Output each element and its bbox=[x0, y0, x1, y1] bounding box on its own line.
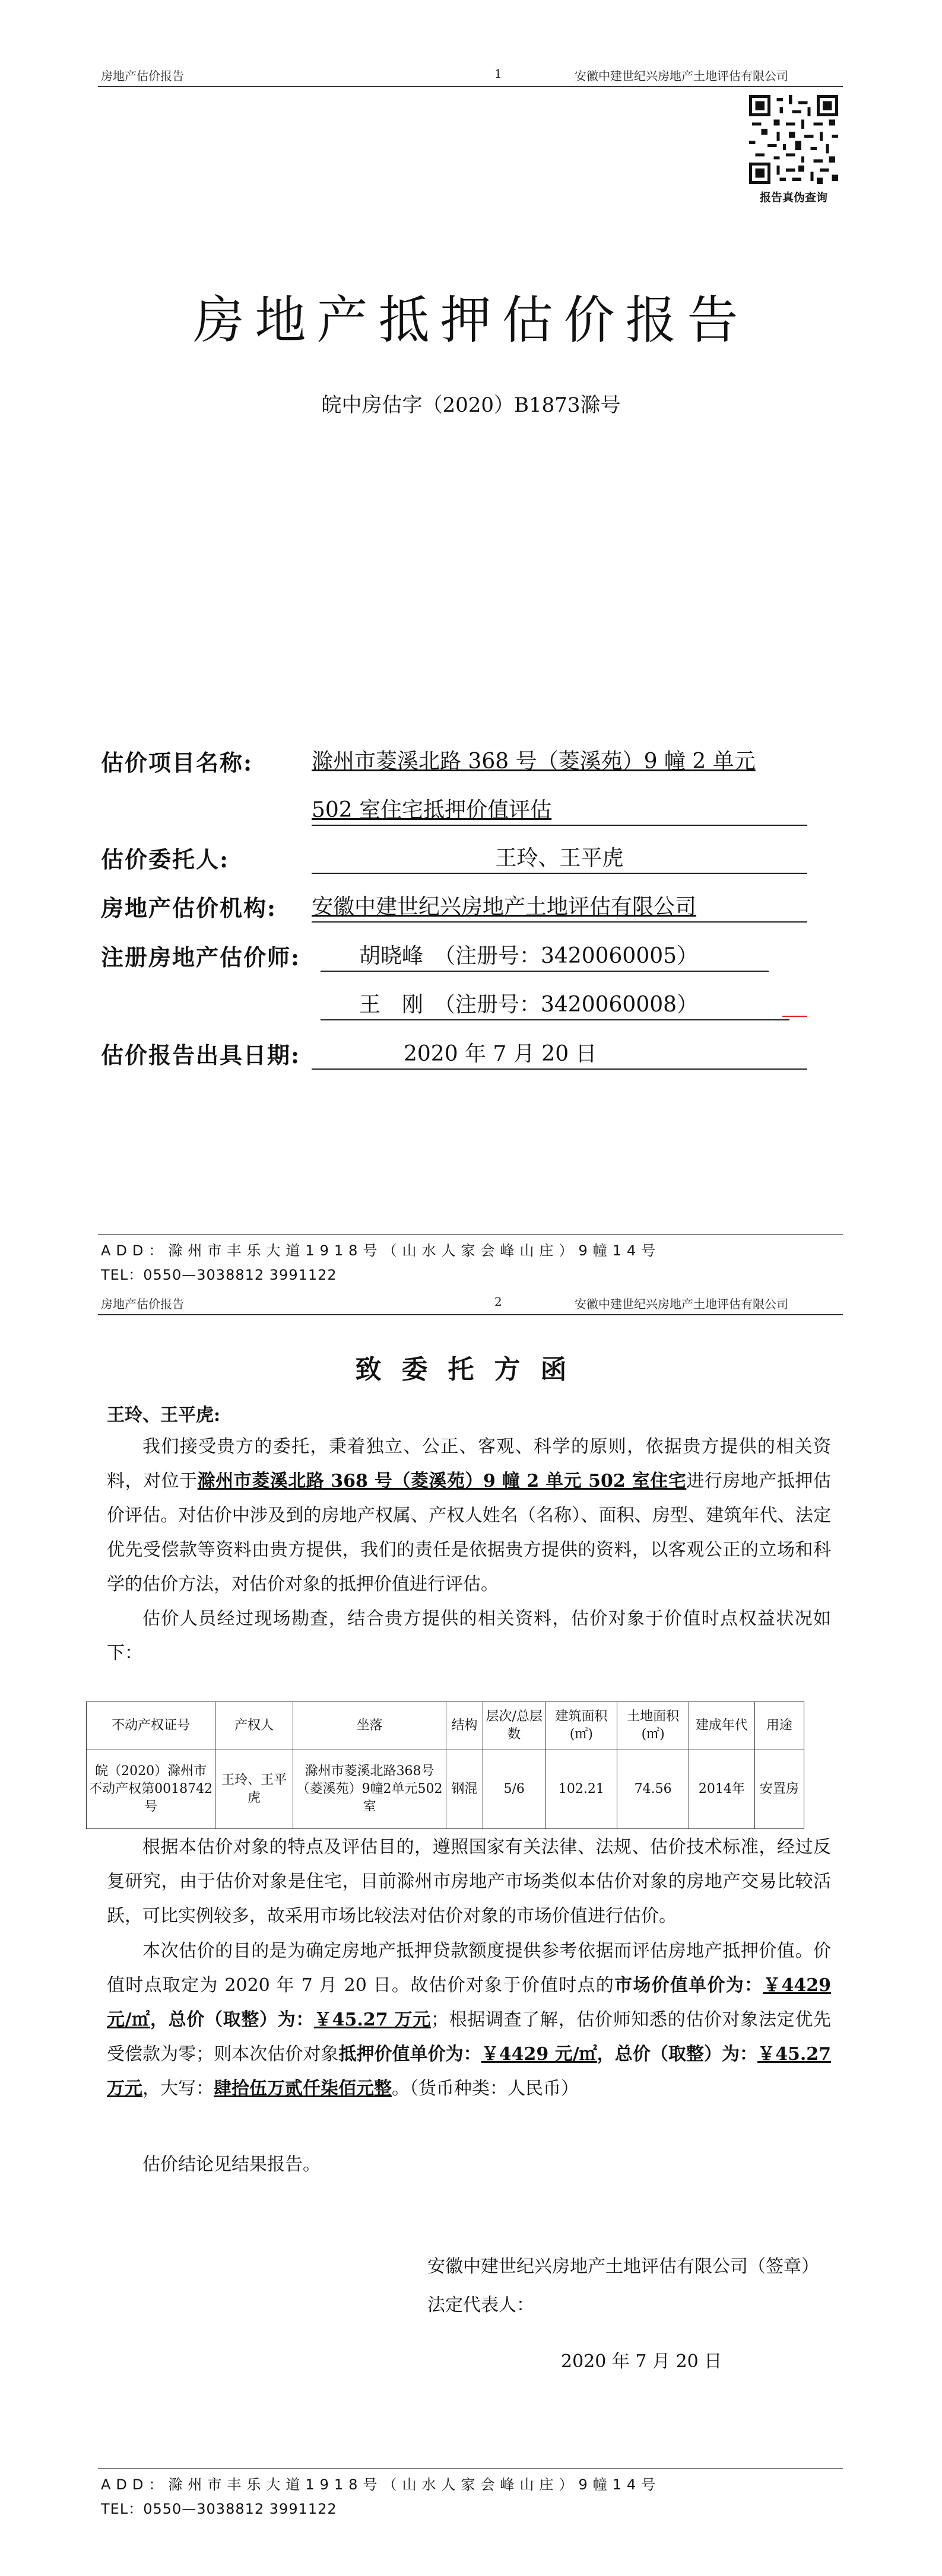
paragraph-1 bbox=[107, 1430, 831, 1602]
table-header: 产权人 bbox=[215, 1702, 293, 1750]
table-row bbox=[87, 1750, 804, 1829]
table-header: 土地面积(㎡) bbox=[617, 1702, 689, 1750]
footer-rule bbox=[98, 1234, 843, 1235]
mortgage-unit-price-label: 抵押价值单价为： bbox=[338, 2044, 481, 2065]
agency-label: 房地产估价机构: bbox=[101, 895, 277, 921]
report-title: 房地产抵押估价报告 bbox=[193, 291, 749, 350]
project-name-line2-text: 502 室住宅抵押价值评估 bbox=[312, 798, 552, 822]
amount-in-words-label: ，大写： bbox=[142, 2078, 214, 2099]
table-cell-use: 安置房 bbox=[754, 1750, 804, 1829]
project-name-line2 bbox=[312, 793, 807, 826]
letter-title: 致委托方函 bbox=[355, 1354, 587, 1385]
footer-tel: TEL：0550—3038812 3991122 bbox=[101, 1267, 337, 1283]
salutation: 王玲、王平虎: bbox=[107, 1405, 221, 1426]
paragraph-4-a: 本次估价的目的是为确定房地产抵押贷款额度提供参考依据而评估房地产抵押价值。价值时点取定为 2020 年 7 月 20 日。故估价对象于价值时点的 bbox=[107, 1941, 831, 1996]
table-cell-land-area: 74.56 bbox=[617, 1750, 689, 1829]
footer-rule bbox=[98, 2468, 843, 2469]
market-total-label: ，总价（取整）为： bbox=[150, 2009, 314, 2030]
footer bbox=[101, 1239, 840, 1284]
header-left: 房地产估价报告 bbox=[101, 69, 184, 83]
footer-address: ADD：滁州市丰乐大道1918号（山水人家会峰山庄）9幢14号 bbox=[101, 2476, 661, 2493]
footer-tel: TEL：0550—3038812 3991122 bbox=[101, 2501, 337, 2517]
header-rule bbox=[98, 1314, 843, 1315]
document-number: 皖中房估字（2020）B1873滁号 bbox=[321, 393, 621, 417]
currency-note: 。（货币种类：人民币） bbox=[392, 2078, 579, 2099]
report-date-value: 2020 年 7 月 20 日 bbox=[312, 1037, 807, 1070]
mortgage-total-label: ，总价（取整）为： bbox=[597, 2044, 758, 2065]
paragraph-4 bbox=[107, 1934, 831, 2106]
table-header-row bbox=[87, 1702, 804, 1750]
table-cell-year: 2014年 bbox=[689, 1750, 755, 1829]
table-cell-building-area: 102.21 bbox=[545, 1750, 617, 1829]
signature-legal-rep: 法定代表人： bbox=[427, 2295, 534, 2316]
table-header: 坐落 bbox=[293, 1702, 446, 1750]
agency-value bbox=[312, 890, 807, 923]
paragraph-2: 估价人员经过现场勘查，结合贵方提供的相关资料，估价对象于价值时点权益状况如下： bbox=[107, 1608, 831, 1664]
appraiser-2: 王 刚 （注册号：3420060008） bbox=[321, 988, 789, 1020]
appraiser-1: 胡晓峰 （注册号：3420060005） bbox=[321, 939, 769, 972]
table-header: 用途 bbox=[754, 1702, 804, 1750]
table-cell-structure: 钢混 bbox=[446, 1750, 483, 1829]
market-total-price: ￥45.27 万元 bbox=[313, 2009, 432, 2030]
paragraph-1-c: 进行房地产抵押估价评估。对估价中涉及到的房地产权属、产权人姓名（名称）、面积、房型、建筑年代、法定优先受偿款等资料由贵方提供，我们的责任是依据贵方提供的资料，以客观公正的立场和科学的估价方法，对估价对象的抵押价值进行评估。 bbox=[107, 1471, 832, 1595]
signature-date: 2020 年 7 月 20 日 bbox=[561, 2351, 722, 2372]
header-right: 安徽中建世纪兴房地产土地评估有限公司 bbox=[575, 69, 788, 83]
amount-in-words: 肆拾伍万贰仟柒佰元整 bbox=[214, 2078, 392, 2099]
header-right: 安徽中建世纪兴房地产土地评估有限公司 bbox=[575, 1297, 788, 1311]
project-name-label: 估价项目名称: bbox=[101, 749, 253, 776]
table-header: 不动产权证号 bbox=[87, 1702, 215, 1750]
report-date-label: 估价报告出具日期: bbox=[101, 1042, 301, 1068]
paragraph-3: 根据本估价对象的特点及评估目的，遵照国家有关法律、法规、估价技术标准，经过反复研究，由于估价对象是住宅，目前滁州市房地产市场类似本估价对象的房地产交易比较活跃，可比实例较多，故采用市场比较法对估价对象的市场价值进行估价。 bbox=[107, 1837, 831, 1926]
header-page-number: 1 bbox=[494, 66, 502, 81]
signature-company: 安徽中建世纪兴房地产土地评估有限公司（签章） bbox=[427, 2256, 819, 2277]
table-cell-cert-no: 皖（2020）滁州市不动产权第0018742号 bbox=[87, 1750, 215, 1829]
market-unit-price-label: 市场价值单价为： bbox=[614, 1975, 763, 1996]
project-name-line1: 滁州市菱溪北路 368 号（菱溪苑）9 幢 2 单元 bbox=[312, 749, 756, 774]
table-cell-location: 滁州市菱溪北路368号（菱溪苑）9幢2单元502室 bbox=[293, 1750, 446, 1829]
client-label: 估价委托人: bbox=[101, 846, 230, 873]
appraiser-label: 注册房地产估价师: bbox=[101, 944, 301, 971]
header-page-number: 2 bbox=[494, 1295, 502, 1309]
agency-value-text: 安徽中建世纪兴房地产土地评估有限公司 bbox=[312, 895, 697, 919]
table-header: 建筑面积(㎡) bbox=[545, 1702, 617, 1750]
market-unit-price: ￥4429 元/㎡ bbox=[107, 1975, 832, 2030]
qr-caption: 报告真伪查询 bbox=[759, 191, 827, 204]
red-underline-mark bbox=[782, 1016, 807, 1017]
paragraph-1-a: 我们接受贵方的委托，秉着独立、公正、客观、科学的原则，依据贵方提供的相关资料，对位于 bbox=[107, 1436, 831, 1491]
paragraph-5: 估价结论见结果报告。 bbox=[142, 2154, 321, 2175]
header-left: 房地产估价报告 bbox=[101, 1297, 184, 1311]
mortgage-unit-price: ￥4429 元/㎡ bbox=[481, 2044, 597, 2065]
mortgage-total-price: ￥45.27 万元 bbox=[107, 2044, 832, 2099]
table-cell-floor: 5/6 bbox=[483, 1750, 545, 1829]
table-header: 建成年代 bbox=[689, 1702, 755, 1750]
property-address: 滁州市菱溪北路 368 号（菱溪苑）9 幢 2 单元 502 室住宅 bbox=[197, 1471, 687, 1491]
qr-code-icon bbox=[749, 95, 838, 184]
footer bbox=[101, 2473, 840, 2518]
paragraph-4-f: ；根据调查了解，估价师知悉的估价对象法定优先受偿款为零；则本次估价对象 bbox=[107, 2009, 832, 2065]
table-cell-owner: 王玲、王平虎 bbox=[215, 1750, 293, 1829]
client-value: 王玲、王平虎 bbox=[312, 841, 807, 874]
footer-address: ADD：滁州市丰乐大道1918号（山水人家会峰山庄）9幢14号 bbox=[101, 1242, 661, 1259]
property-table bbox=[86, 1702, 804, 1829]
header-rule bbox=[98, 86, 843, 87]
table-header: 层次/总层数 bbox=[483, 1702, 545, 1750]
table-header: 结构 bbox=[446, 1702, 483, 1750]
